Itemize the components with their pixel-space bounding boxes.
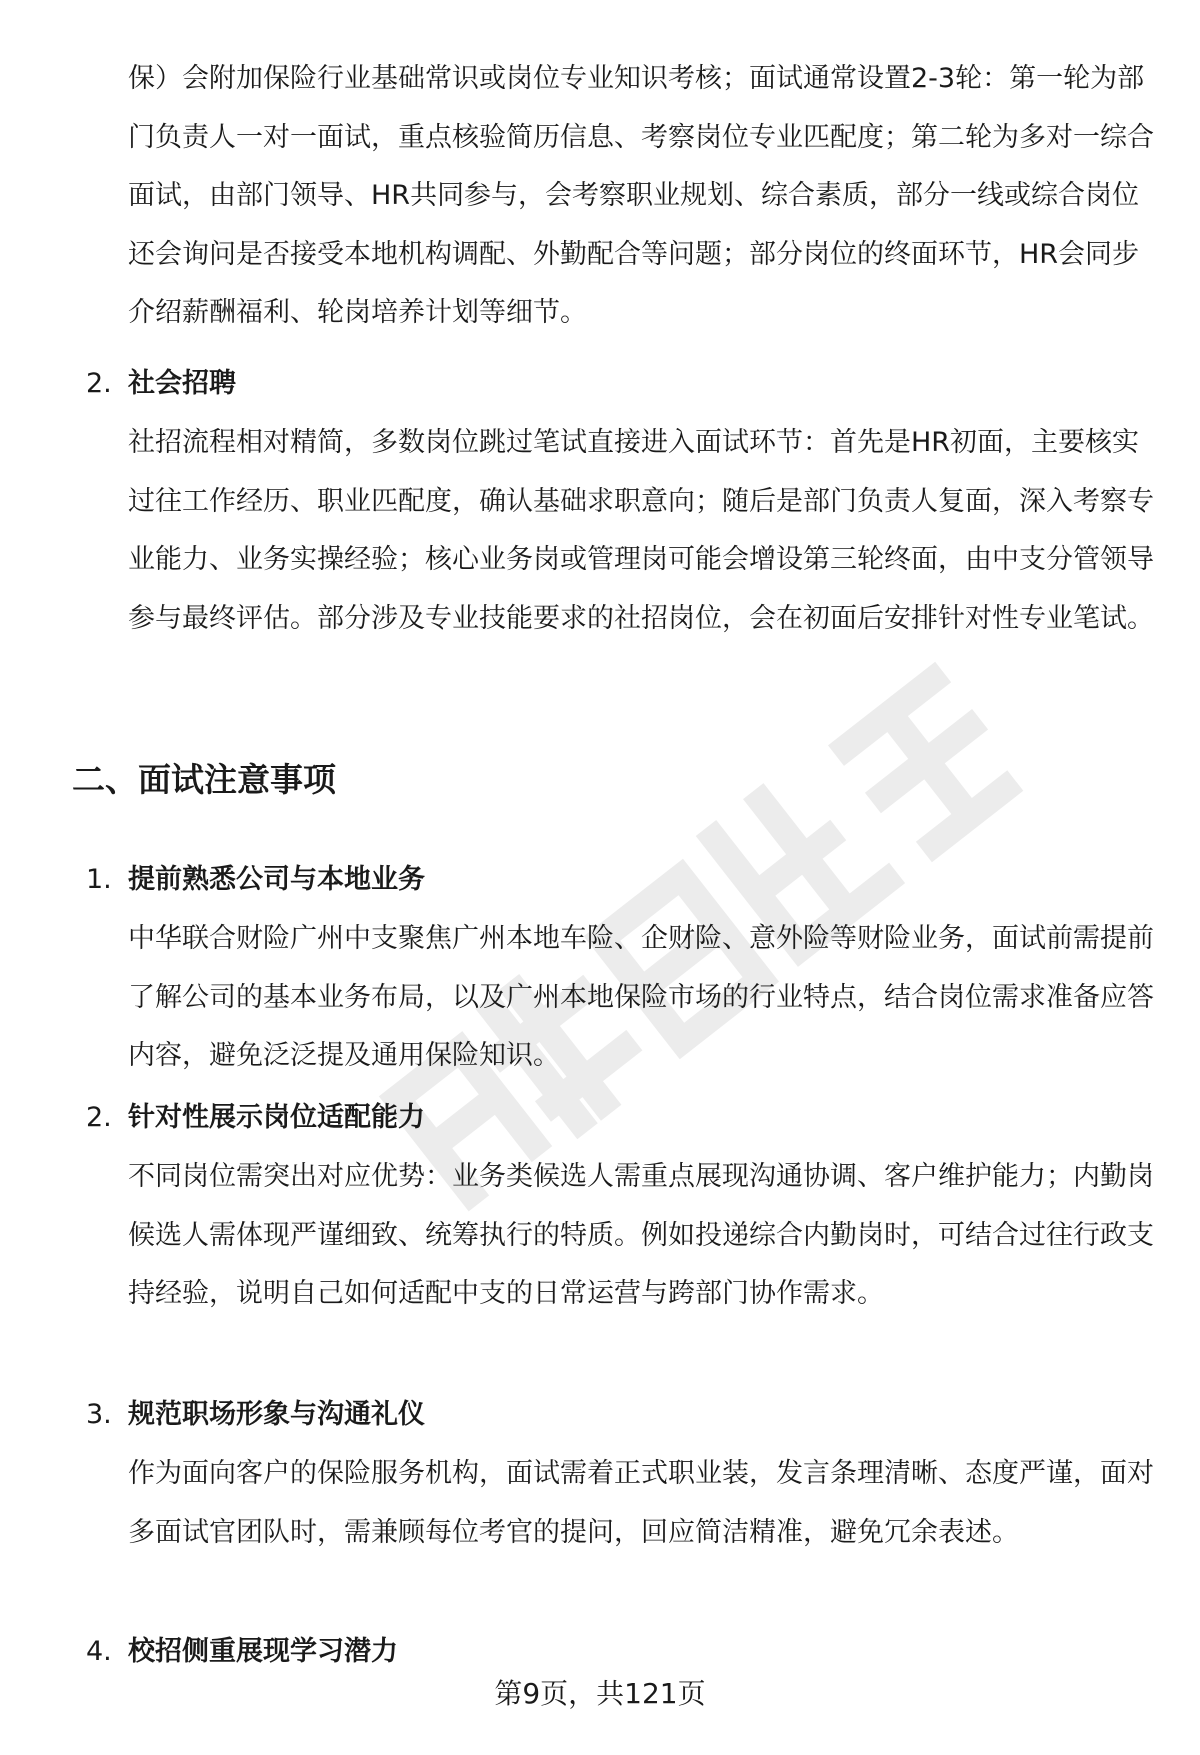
list-item-number: 2. bbox=[86, 368, 112, 399]
section-title: 二、面试注意事项 bbox=[72, 760, 336, 799]
page-number-footer: 第9页，共121页 bbox=[494, 1677, 706, 1710]
list-item-number: 2. bbox=[86, 1102, 112, 1133]
list-item-body: 作为面向客户的保险服务机构，面试需着正式职业装，发言条理清晰、态度严谨，面对多面试官团队时，需兼顾每位考官的提问，回应简洁精准，避免冗余表述。 bbox=[128, 1458, 1154, 1548]
list-item-body: 社招流程相对精简，多数岗位跳过笔试直接进入面试环节：首先是HR初面，主要核实过往工作经历、职业匹配度，确认基础求职意向；随后是部门负责人复面，深入考察专业能力、业务实操经验；核心业务岗或管理岗可能会增设第三轮终面，由中支分管领导参与最终评估。部分涉及专业技能要求的社招岗位，会在初面后安排针对性专业笔试。 bbox=[128, 427, 1154, 634]
list-item-heading bbox=[86, 1395, 1146, 1435]
list-item-title: 社会招聘 bbox=[128, 368, 236, 399]
list-item-heading bbox=[86, 860, 1146, 900]
list-item-number: 3. bbox=[86, 1399, 112, 1430]
list-item-body: 中华联合财险广州中支聚焦广州本地车险、企财险、意外险等财险业务，面试前需提前了解公司的基本业务布局，以及广州本地保险市场的行业特点，结合岗位需求准备应答内容，避免泛泛提及通用保险知识。 bbox=[128, 923, 1154, 1071]
list-item-heading bbox=[86, 364, 1146, 404]
list-item-heading bbox=[86, 1098, 1146, 1138]
list-item-heading bbox=[86, 1632, 1146, 1672]
list-item-title: 针对性展示岗位适配能力 bbox=[128, 1102, 425, 1133]
list-item-title: 校招侧重展现学习潜力 bbox=[128, 1636, 398, 1667]
list-item-title: 规范职场形象与沟通礼仪 bbox=[128, 1399, 425, 1430]
list-item-number: 4. bbox=[86, 1636, 112, 1667]
list-item-number: 1. bbox=[86, 864, 112, 895]
intro-paragraph: 保）会附加保险行业基础常识或岗位专业知识考核；面试通常设置2-3轮：第一轮为部门负责人一对一面试，重点核验简历信息、考察岗位专业匹配度；第二轮为多对一综合面试，由部门领导、HR共同参与，会考察职业规划、综合素质，部分一线或综合岗位还会询问是否接受本地机构调配、外勤配合等问题；部分岗位的终面环节，HR会同步介绍薪酬福利、轮岗培养计划等细节。 bbox=[128, 63, 1154, 328]
list-item-body: 不同岗位需突出对应优势：业务类候选人需重点展现沟通协调、客户维护能力；内勤岗候选人需体现严谨细致、统筹执行的特质。例如投递综合内勤岗时，可结合过往行政支持经验，说明自己如何适配中支的日常运营与跨部门协作需求。 bbox=[128, 1161, 1154, 1309]
list-item-title: 提前熟悉公司与本地业务 bbox=[128, 864, 425, 895]
